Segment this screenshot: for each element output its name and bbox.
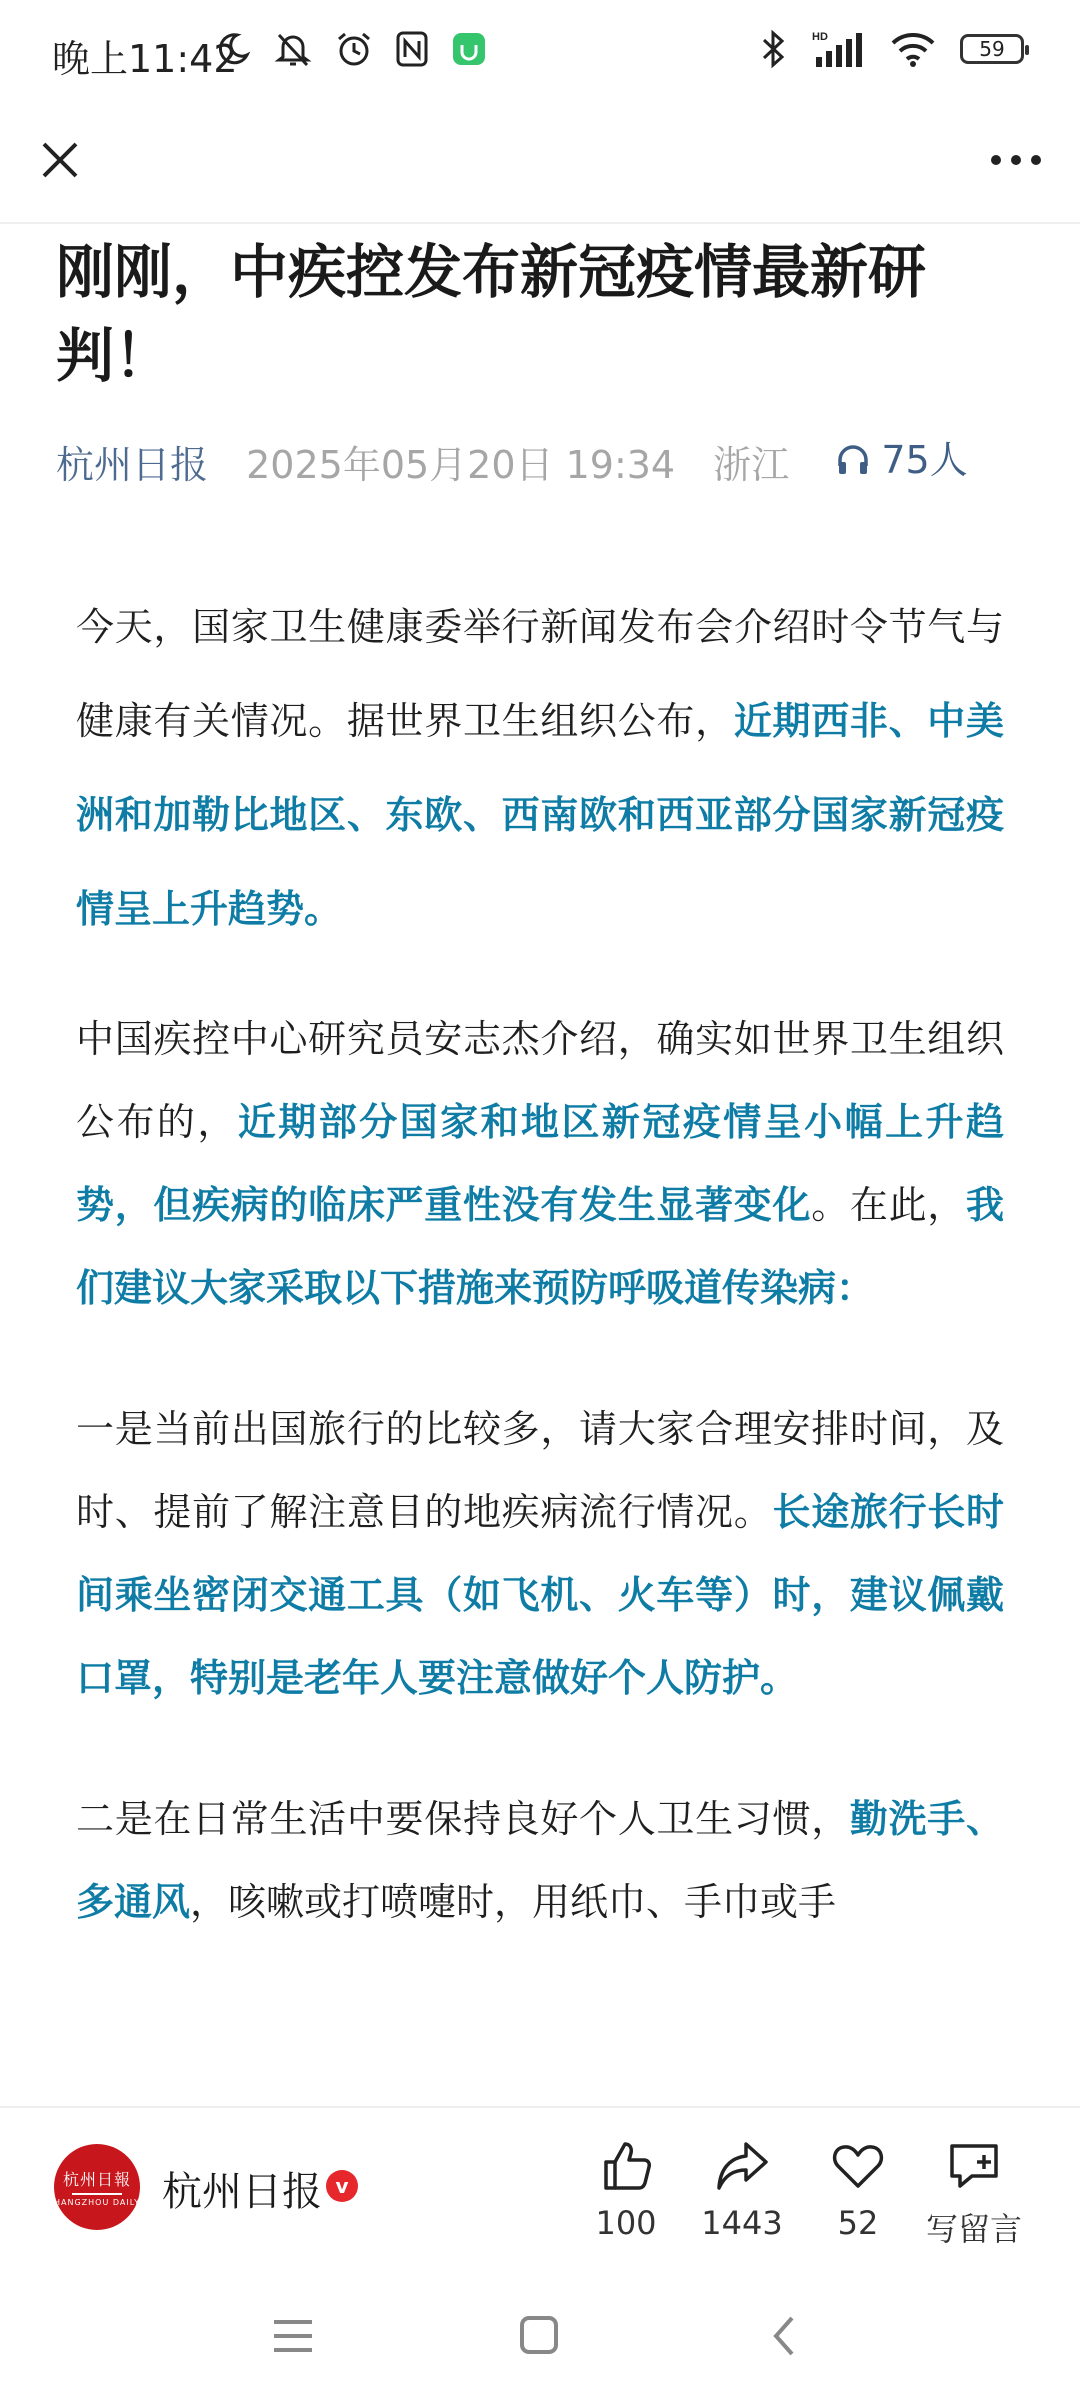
article-body	[76, 580, 1004, 2100]
bluetooth-icon	[758, 29, 788, 69]
body-text: 一是当前出国旅行的比较多，请大家合理安排时间，及时、提前了解注意目的地疾病流行情况。	[76, 1407, 1004, 1534]
status-bar	[0, 0, 1080, 100]
status-time: 晚上11:42	[52, 37, 238, 81]
article-date: 2025年05月20日 19:34	[246, 443, 676, 487]
share-count: 1443	[701, 2204, 783, 2242]
top-toolbar	[0, 100, 1080, 224]
paragraph	[76, 998, 1004, 1330]
status-icons-left	[215, 26, 487, 72]
like-button[interactable]	[566, 2138, 686, 2242]
home-icon[interactable]	[504, 2306, 574, 2366]
menu-icon[interactable]	[258, 2306, 328, 2366]
app-notification-icon	[451, 31, 487, 67]
battery-level: 59	[979, 37, 1005, 61]
highlighted-text: 长途旅行长时间乘坐密闭交通工具（如飞机、火车等）时，建议佩戴口罩，特别是老年人要注意做好个人防护。	[76, 1490, 1004, 1700]
share-icon	[714, 2138, 770, 2194]
comment-button[interactable]	[914, 2138, 1034, 2250]
avatar[interactable]	[54, 2144, 140, 2230]
heart-icon	[830, 2138, 886, 2194]
moon-icon	[215, 31, 251, 67]
comment-add-icon	[946, 2138, 1002, 2194]
wifi-icon	[890, 30, 936, 68]
highlighted-text: 近期西非、中美洲和加勒比地区、东欧、西南欧和西亚部分国家新冠疫情呈上升趋势。	[76, 699, 1004, 931]
comment-label: 写留言	[925, 2210, 1022, 2248]
paragraph	[76, 1388, 1004, 1720]
close-icon[interactable]	[28, 128, 92, 192]
body-text: 二是在日常生活中要保持良好个人卫生习惯，	[76, 1797, 850, 1841]
nfc-icon	[395, 30, 429, 68]
status-icons-right	[758, 26, 1024, 72]
paragraph	[76, 1778, 1004, 1944]
favorite-button[interactable]	[798, 2138, 918, 2242]
avatar-logo-text: 杭州日報	[62, 2170, 131, 2189]
alarm-icon	[335, 30, 373, 68]
highlighted-text: 近期部分国家和地区新冠疫情呈小幅上升趋势，但疾病的临床严重性没有发生显著变化	[76, 1100, 1004, 1227]
body-text: 中国疾控中心研究员安志杰介绍，确实如世界卫生组织公布的，	[76, 1017, 1004, 1144]
article-title: 刚刚，中疾控发布新冠疫情最新研判！	[56, 238, 927, 390]
highlighted-text: 我们建议大家采取以下措施来预防呼吸道传染病：	[76, 1183, 1004, 1310]
verified-badge-icon: v	[326, 2170, 358, 2202]
body-text: 今天，国家卫生健康委举行新闻发布会介绍时令节气与健康有关情况。据世界卫生组织公布，	[76, 605, 1004, 743]
article-meta	[56, 432, 1036, 488]
thumbs-up-icon	[598, 2138, 654, 2194]
bottom-action-bar	[0, 2106, 1080, 2272]
account-name[interactable]: 杭州日报	[162, 2169, 322, 2215]
highlighted-text: 勤洗手、多通风	[76, 1797, 1004, 1924]
mute-bell-icon	[273, 29, 313, 69]
paragraph	[76, 580, 1004, 956]
headphones-icon	[835, 442, 871, 478]
listen-button[interactable]	[835, 432, 967, 488]
svg-text:HD: HD	[812, 31, 828, 43]
more-dots-icon[interactable]	[982, 128, 1050, 192]
body-text: ，咳嗽或打喷嚏时，用纸巾、手巾或手	[190, 1880, 837, 1924]
favorite-count: 52	[837, 2204, 879, 2242]
system-nav-bar	[0, 2270, 1080, 2400]
body-text: 。在此，	[811, 1183, 966, 1227]
avatar-divider	[72, 2193, 122, 2195]
hd-signal-icon	[812, 29, 866, 69]
like-count: 100	[595, 2204, 657, 2242]
article-source[interactable]: 杭州日报	[56, 443, 209, 487]
share-button[interactable]	[682, 2138, 802, 2242]
battery-icon	[960, 34, 1024, 64]
avatar-logo-subtext: HANGZHOU DAILY	[54, 2198, 140, 2207]
article-region: 浙江	[713, 443, 790, 487]
back-icon[interactable]	[750, 2306, 820, 2366]
listener-count: 75人	[881, 438, 968, 482]
